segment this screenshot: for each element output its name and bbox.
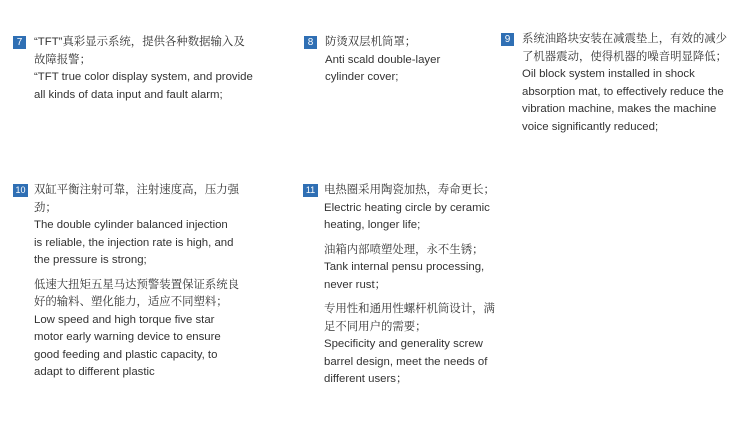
feature-text-line: different users； [324, 373, 408, 385]
feature-text-line: all kinds of data input and fault alarm; [34, 88, 223, 101]
feature-text-line: 劲； [34, 201, 57, 214]
feature-number-badge: 11 [303, 184, 318, 197]
feature-text-line: “TFT true color display system, and provide [34, 71, 253, 83]
feature-text [324, 182, 495, 389]
feature-text-line: Low speed and high torque five star [34, 313, 215, 326]
feature-text-line: 防烫双层机筒罩； [325, 36, 417, 48]
feature-text [34, 34, 253, 104]
feature-number-badge: 10 [13, 184, 28, 197]
feature-text-line: Tank internal pensu processing, [324, 261, 485, 273]
feature-text-line: vibration machine, makes the machine [522, 103, 717, 115]
feature-text-line: 好的输料、塑化能力，适应不同塑料； [34, 296, 228, 308]
feature-text-line: barrel design, meet the needs of [324, 355, 488, 368]
feature-text-line: cylinder cover; [325, 71, 399, 83]
feature-text-line: never rust； [324, 278, 387, 291]
feature-text-line: adapt to different plastic [34, 366, 155, 378]
feature-text-line: 专用性和通用性螺杆机筒设计，满 [324, 303, 495, 315]
feature-text-line: 油箱内部喷塑处理，永不生锈； [324, 243, 484, 256]
feature-text-line: Oil block system installed in shock [522, 68, 695, 80]
feature-text-line: 双缸平衡注射可靠，注射速度高，压力强 [34, 184, 240, 196]
feature-text-line: the pressure is strong; [34, 254, 147, 266]
feature-text-line: Electric heating circle by ceramic [324, 201, 490, 214]
feature-text-line: good feeding and plastic capacity, to [34, 348, 218, 361]
feature-text-line: voice significantly reduced; [522, 120, 659, 133]
feature-number-badge: 9 [501, 33, 514, 46]
feature-text-line: The double cylinder balanced injection [34, 219, 228, 231]
feature-text-line: motor early warning device to ensure [34, 331, 221, 343]
feature-text-line: 系统油路块安装在减震垫上，有效的减少 [522, 33, 728, 45]
feature-text-line: 电热圈采用陶瓷加热，寿命更长； [324, 184, 495, 196]
feature-text [522, 31, 727, 136]
feature-text-line: heating, longer life; [324, 219, 421, 231]
feature-text-line: absorption mat, to effectively reduce the [522, 85, 724, 98]
feature-text [325, 34, 440, 87]
feature-text-line: “TFT”真彩显示系统，提供各种数据输入及 [34, 36, 245, 48]
feature-text-line: Anti scald double-layer [325, 53, 441, 66]
feature-text-line: 低速大扭矩五星马达预警装置保证系统良 [34, 278, 240, 291]
feature-text-line: 足不同用户的需要； [324, 320, 427, 333]
feature-text-line: 了机器震动，使得机器的噪音明显降低； [522, 50, 728, 63]
feature-text [34, 182, 239, 382]
feature-number-badge: 8 [304, 36, 317, 49]
feature-number-badge: 7 [13, 36, 26, 49]
feature-text-line: is reliable, the injection rate is high, and [34, 236, 234, 249]
feature-text-line: 故障报警； [34, 53, 91, 66]
feature-text-line: Specificity and generality screw [324, 338, 483, 350]
